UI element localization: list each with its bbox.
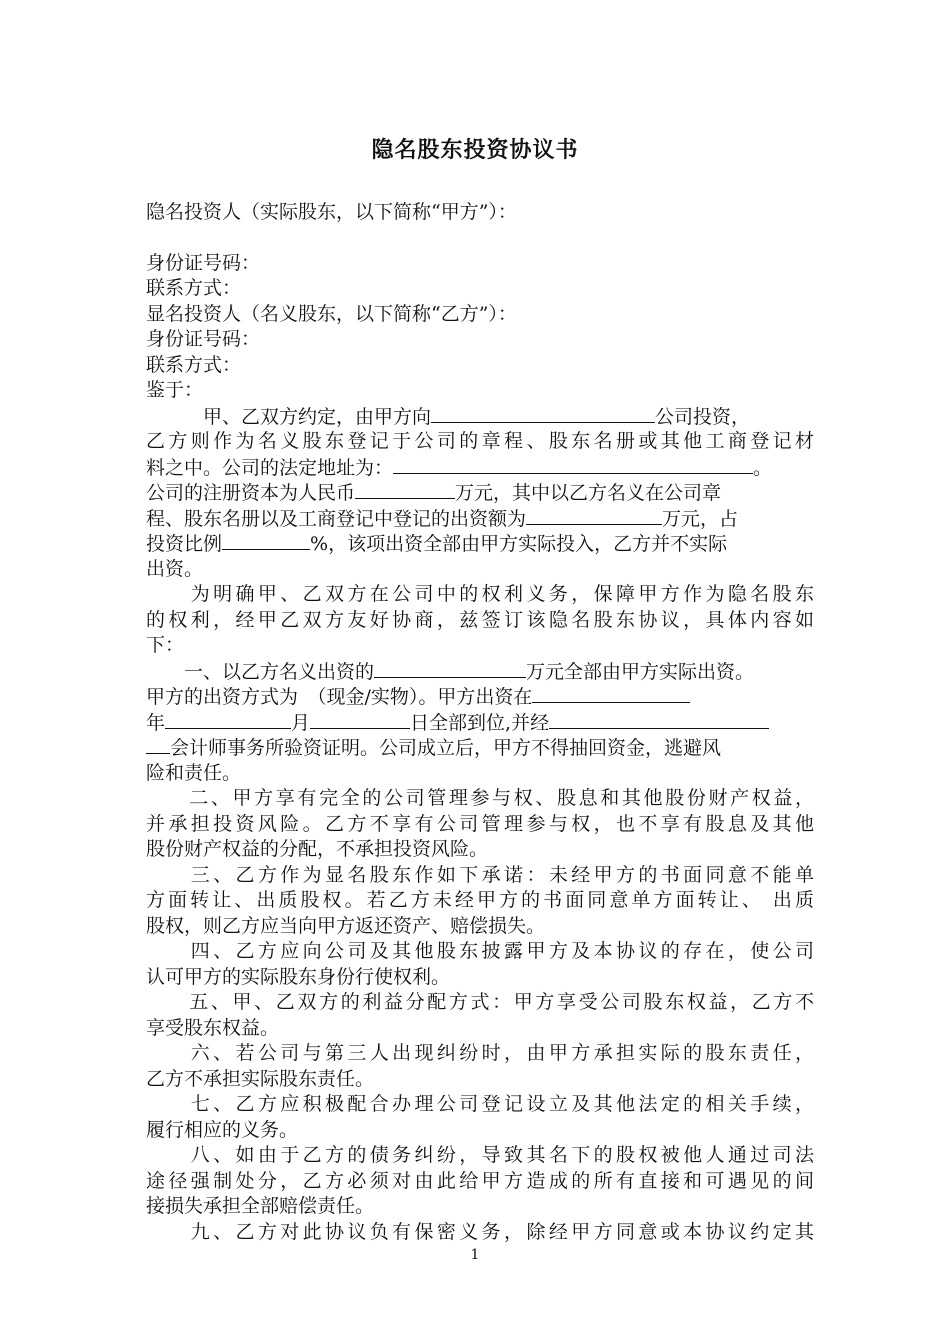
accounting-firm-blank-continued (146, 735, 170, 754)
clause-1-line (146, 710, 814, 736)
party-b-heading: 显名投资人（名义股东，以下简称“乙方”）： (146, 302, 517, 325)
clause-4-line: 认可甲方的实际股东身份行使权利。 (146, 965, 451, 988)
recital-text: 公司投资， (655, 405, 751, 428)
clause-text: 月 (291, 711, 311, 734)
recital-text: 万元，其中以乙方名义在公司章 (455, 482, 722, 504)
purpose-line: 的权利，经甲乙双方友好协商，兹签订该隐名股东协议，具体内容如 (146, 608, 814, 631)
party-a-id-label: 身份证号码： (146, 251, 261, 274)
document-body (146, 200, 814, 1245)
recital-line: 出资。 (146, 557, 204, 580)
capital-amount-blank (526, 506, 662, 525)
recital-line (146, 455, 814, 481)
company-name-blank (431, 404, 655, 423)
clause-6-line: 乙方不承担实际股东责任。 (146, 1067, 375, 1090)
recital-text: 公司的注册资本为人民币 (146, 482, 356, 504)
clause-8-line: 途径强制处分，乙方必须对由此给甲方造成的所有直接和可遇见的间 (146, 1169, 814, 1192)
clause-2-line: 二、甲方享有完全的公司管理参与权、股息和其他股份财产权益， (146, 787, 814, 809)
investment-ratio-blank (222, 531, 310, 550)
document-title: 隐名股东投资协议书 (371, 138, 579, 163)
clause-6-line: 六、若公司与第三人出现纠纷时，由甲方承担实际的股东责任， (146, 1042, 814, 1064)
recital-text: %，该项出资全部由甲方实际投入，乙方并不实际 (310, 533, 728, 555)
recital-line (146, 480, 814, 506)
clause-5-line: 享受股东权益。 (146, 1016, 280, 1039)
clause-text: 万元全部由甲方实际出资。 (526, 660, 755, 683)
accounting-firm-blank (549, 710, 769, 729)
clause-text: 会计师事务所验资证明。公司成立后，甲方不得抽回资金，逃避风 (170, 737, 722, 759)
recital-line: 乙方则作为名义股东登记于公司的章程、股东名册或其他工商登记材 (146, 430, 814, 452)
registered-capital-blank (355, 480, 455, 499)
clause-1-line: 险和责任。 (146, 761, 242, 784)
blank-line (146, 226, 814, 251)
recital-text: 投资比例 (146, 533, 223, 555)
recital-line (146, 531, 814, 557)
recital-text: 万元，占 (662, 507, 739, 530)
party-b-contact-label: 联系方式： (146, 353, 242, 376)
clause-3-line: 三、乙方作为显名股东作如下承诺：未经甲方的书面同意不能单 (146, 863, 814, 886)
clause-5-line: 五、甲、乙双方的利益分配方式：甲方享受公司股东权益，乙方不 (146, 991, 814, 1013)
clause-2-line: 并承担投资风险。乙方不享有公司管理参与权，也不享有股息及其他 (146, 812, 814, 835)
clause-7-line: 履行相应的义务。 (146, 1118, 299, 1141)
party-a-heading: 隐名投资人（实际股东，以下简称“甲方”）： (146, 201, 517, 223)
purpose-line: 为明确甲、乙双方在公司中的权利义务，保障甲方作为隐名股东 (146, 583, 814, 605)
clause-8-line: 接损失承担全部赔偿责任。 (146, 1195, 375, 1217)
clause-3-line: 股权，则乙方应当向甲方返还资产、赔偿损失。 (146, 914, 546, 937)
clause-3-line: 方面转让、出质股权。若乙方未经甲方的书面同意单方面转让、 出质 (146, 889, 814, 911)
clause-9-line: 九、乙方对此协议负有保密义务，除经甲方同意或本协议约定其 (146, 1220, 814, 1243)
recital-text: 料之中。公司的法定地址为： (146, 456, 394, 479)
clause-text: 日全部到位,并经 (410, 711, 550, 734)
whereas-label: 鉴于： (146, 379, 204, 401)
clause-text: 甲方的出资方式为 （现金/实物）。甲方出资在 (146, 686, 533, 708)
recital-text: 。 (753, 456, 773, 479)
recital-text: 甲、乙双方约定，由甲方向 (146, 405, 432, 428)
clause-8-line: 八、如由于乙方的债务纠纷，导致其名下的股权被他人通过司法 (146, 1144, 814, 1166)
contribution-amount-blank (374, 659, 526, 678)
recital-line (146, 506, 814, 532)
party-b-id-label: 身份证号码： (146, 328, 261, 350)
clause-text: 年 (146, 711, 166, 734)
month-blank (310, 710, 410, 729)
purpose-line: 下： (146, 634, 185, 656)
party-a-contact-label: 联系方式： (146, 277, 242, 299)
clause-text: 一、以乙方名义出资的 (146, 660, 375, 683)
clause-1-line (146, 684, 814, 710)
legal-address-blank (393, 455, 753, 474)
recital-text: 程、股东名册以及工商登记中登记的出资额为 (146, 507, 527, 530)
page-number: 1 (470, 1247, 480, 1263)
clause-1-line (146, 659, 814, 685)
clause-1-line (146, 735, 814, 761)
clause-4-line: 四、乙方应向公司及其他股东披露甲方及本协议的存在，使公司 (146, 940, 814, 962)
recital-line (146, 404, 814, 430)
year-blank (165, 710, 291, 729)
contribution-date-blank (532, 684, 690, 703)
clause-7-line: 七、乙方应积极配合办理公司登记设立及其他法定的相关手续， (146, 1093, 814, 1115)
clause-2-line: 股份财产权益的分配，不承担投资风险。 (146, 838, 489, 860)
